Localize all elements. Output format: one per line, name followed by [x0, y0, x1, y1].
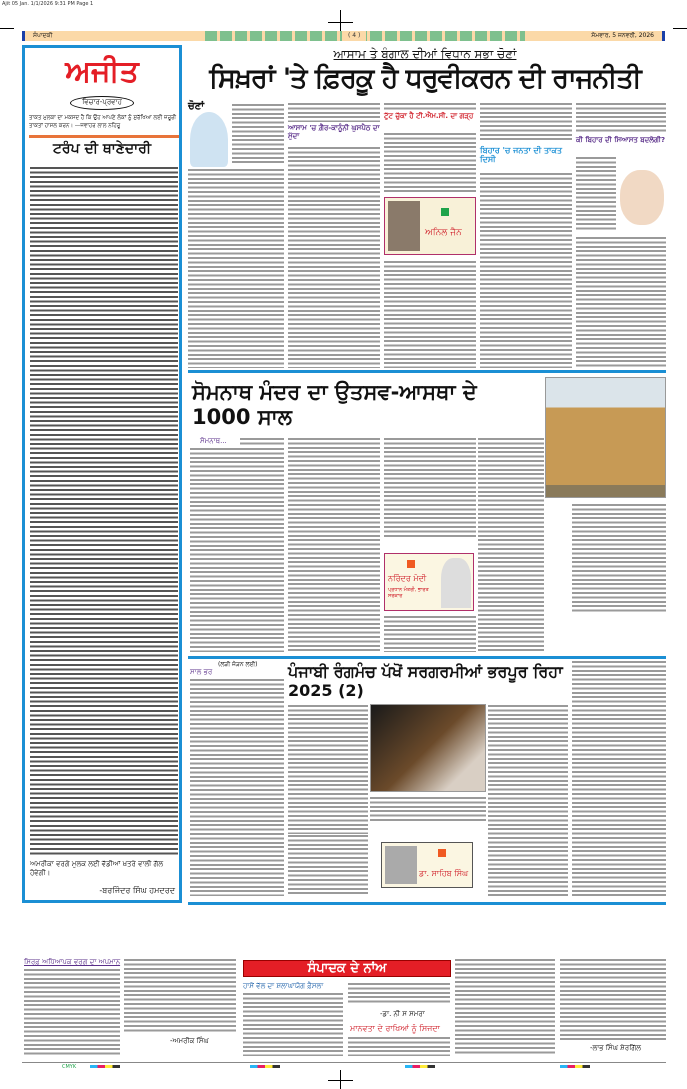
somnath-headline: ਸੋਮਨਾਥ ਮੰਦਰ ਦਾ ਉਤਸਵ-ਆਸਥਾ ਦੇ 1000 ਸਾਲ [192, 380, 477, 429]
somnath-body [384, 437, 476, 537]
lead-dropcap: ਚੋਣਾਂ [188, 101, 205, 112]
crop-mark [328, 22, 353, 23]
editorial-box [22, 45, 182, 903]
theatre-body [572, 660, 666, 896]
letter-body [348, 1036, 450, 1056]
cartoon-illustration [190, 112, 228, 167]
lead-headline: ਸਿਖ਼ਰਾਂ 'ਤੇ ਫ਼ਿਰਕੂ ਹੈ ਧਰੁਵੀਕਰਨ ਦੀ ਰਾਜਨੀਤੀ [209, 63, 641, 94]
lead-body [232, 103, 284, 165]
letter-body [243, 992, 343, 1056]
lead-subhead: ਆਸਾਮ 'ਚ ਗ਼ੈਰ-ਕਾਨੂੰਨੀ ਘੁਸਪੈਠ ਦਾ ਮੁੱਦਾ [288, 124, 380, 140]
letter-title: ਮਾਨਵਤਾ ਦੇ ਰਾਖਿਆਂ ਨੂੰ ਸਿਜਦਾ [350, 1024, 440, 1033]
issue-date: ਸੋਮਵਾਰ, 5 ਜਨਵਰੀ, 2026 [591, 32, 654, 39]
section-divider [188, 370, 666, 373]
editorial-closing: ਅਮਰੀਕਾ ਵਰਗੇ ਮੁਲਕ ਲਈ ਵੱਡੀਆਂ ਖ਼ਤਰੇ ਵਾਲੀ ਗੱਲ ਹੋਵੇਗੀ। [30, 860, 164, 877]
quote-of-day: ਤਾਕਤ ਮੁਲਕਾ ਦਾ ਮਕਸਦ ਹੈ ਕਿ ਉਹ ਆਪਣੇ ਲੋਕਾਂ ਨੂੰ ਸੁਰੱਖਿਆ ਲਈ ਜ਼ਰੂਰੀ ਤਾਕਤਾਂ ਹਾਸਲ ਕਰਨ। —ਜਵਾਹਰ ਲਾਲ ਨਹਿਰੂ [29, 115, 177, 129]
letter-title: ਹਾਸੋਂ ਵੱਲ ਦਾ ਸ਼ਲਾਘਾਯੋਗ ਫ਼ੈਸਲਾ [243, 982, 324, 990]
letter-title: ਸਿਰਫ਼ ਅਧਿਆਪਕ ਵਰਗ ਦਾ ਅਪਮਾਨ [24, 958, 121, 966]
color-register-bar [405, 1065, 435, 1068]
square-bullet-icon [407, 560, 415, 568]
crop-mark [328, 1080, 353, 1081]
somnath-body [240, 437, 284, 445]
page-header-bar [22, 31, 665, 41]
dateline: ਸੋਮਨਾਥ... [200, 437, 227, 445]
author-card [384, 553, 474, 611]
lead-kicker: ਆਸਾਮ ਤੇ ਬੰਗਾਲ ਦੀਆਂ ਵਿਧਾਨ ਸਭਾ ਚੋਣਾਂ [333, 47, 517, 61]
color-register-bar [560, 1065, 590, 1068]
lead-body [288, 102, 380, 122]
lead-body [188, 168, 284, 368]
theatre-body [370, 796, 486, 822]
letter-body [24, 968, 120, 1056]
theatre-stage-photo [370, 704, 486, 792]
theatre-dropcap: ਸਾਲ ਭਰ [190, 668, 213, 676]
lead-body [288, 146, 380, 368]
section-tag: ਵਿਚਾਰ-ਪ੍ਰਵਾਹ [70, 96, 134, 110]
lead-body [480, 102, 572, 140]
author-card [381, 842, 473, 888]
letters-banner: ਸੰਪਾਦਕ ਦੇ ਨਾਂਅ [243, 960, 451, 977]
letter-author: -ਅਮਰੀਕ ਸਿੰਘ [170, 1037, 209, 1045]
editorial-author: -ਬਰਜਿੰਦਰ ਸਿੰਘ ਹਮਦਰਦ [99, 886, 175, 895]
author-card [384, 197, 476, 255]
theatre-body [190, 678, 284, 896]
cmyk-label: CMYK [62, 1064, 77, 1070]
somnath-body [478, 437, 544, 652]
somnath-body [190, 447, 284, 652]
page-number: ( 4 ) [342, 31, 366, 41]
author-role: ਪ੍ਰਧਾਨ ਮੰਤਰੀ, ਭਾਰਤ ਸਰਕਾਰ [388, 587, 429, 599]
square-bullet-icon [441, 208, 449, 216]
lead-subhead: ਕੀ ਬਿਹਾਰ ਦੀ ਸਿਆਸਤ ਬਦਲੇਗੀ? [576, 136, 666, 144]
theatre-body [288, 704, 368, 834]
letter-body [348, 982, 450, 1004]
lead-body [576, 236, 666, 368]
lead-body [576, 156, 616, 232]
somnath-temple-photo [545, 377, 666, 498]
author-photo [441, 558, 471, 608]
letter-body [455, 958, 555, 1056]
print-slug: Ajit 05 Jan. 1/1/2026 9:31 PM Page 1 [2, 1, 94, 7]
crop-mark [673, 28, 687, 29]
somnath-body [572, 503, 666, 613]
divider [29, 135, 179, 138]
lead-body [480, 172, 572, 368]
author-name: ਡਾ. ਸਾਹਿਬ ਸਿੰਘ [419, 869, 469, 878]
color-register-bar [90, 1065, 120, 1068]
section-divider [188, 656, 666, 659]
lead-body [576, 102, 666, 132]
lead-body [384, 132, 476, 192]
lead-body [384, 260, 476, 368]
square-bullet-icon [438, 849, 446, 857]
somnath-body [288, 437, 380, 652]
theatre-body [288, 834, 368, 896]
letter-author: -ਡਾ. ਨੀ ਸ ਸਮਰਾ [380, 1010, 425, 1018]
cartoon-illustration [620, 170, 664, 225]
author-name: ਅਨਿਲ ਜੈਨ [425, 228, 462, 238]
footer-rule [22, 1062, 666, 1063]
editorial-body [30, 166, 178, 856]
series-kicker: (ਲੜੀ ਜੋੜਨ ਲਈ) [218, 661, 258, 668]
letter-body [560, 958, 666, 1040]
crop-mark [0, 28, 14, 29]
editorial-title: ਟਰੰਪ ਦੀ ਥਾਣੇਦਾਰੀ [52, 141, 152, 157]
color-register-bar [250, 1065, 280, 1068]
theatre-headline: ਪੰਜਾਬੀ ਰੰਗਮੰਚ ਪੱਖੋਂ ਸਰਗਰਮੀਆਂ ਭਰਪੂਰ ਰਿਹਾ 2025 (2) [288, 662, 563, 700]
author-name: ਨਰਿੰਦਰ ਮੋਦੀ [388, 574, 427, 583]
author-photo [388, 201, 420, 251]
section-divider [188, 902, 666, 905]
lead-subhead: ਟੁੱਟ ਚੁੱਕਾ ਹੈ ਟੀ.ਐਮ.ਸੀ. ਦਾ ਗੜ੍ਹ [384, 112, 474, 120]
author-photo [385, 846, 417, 884]
letter-author: -ਲਾਭ ਸਿੰਘ ਸ਼ੇਰਗਿੱਲ [590, 1044, 641, 1052]
somnath-body [384, 615, 476, 652]
lead-subhead: ਬਿਹਾਰ 'ਚ ਜਨਤਾ ਦੀ ਤਾਕਤ ਦਿਸੀ [480, 146, 563, 164]
ajit-logo: ਅਜੀਤ [65, 54, 139, 89]
section-name: ਸੰਪਾਦਕੀ [33, 32, 53, 39]
lead-body [384, 102, 476, 110]
letter-body [124, 958, 236, 1033]
theatre-body [488, 704, 568, 896]
